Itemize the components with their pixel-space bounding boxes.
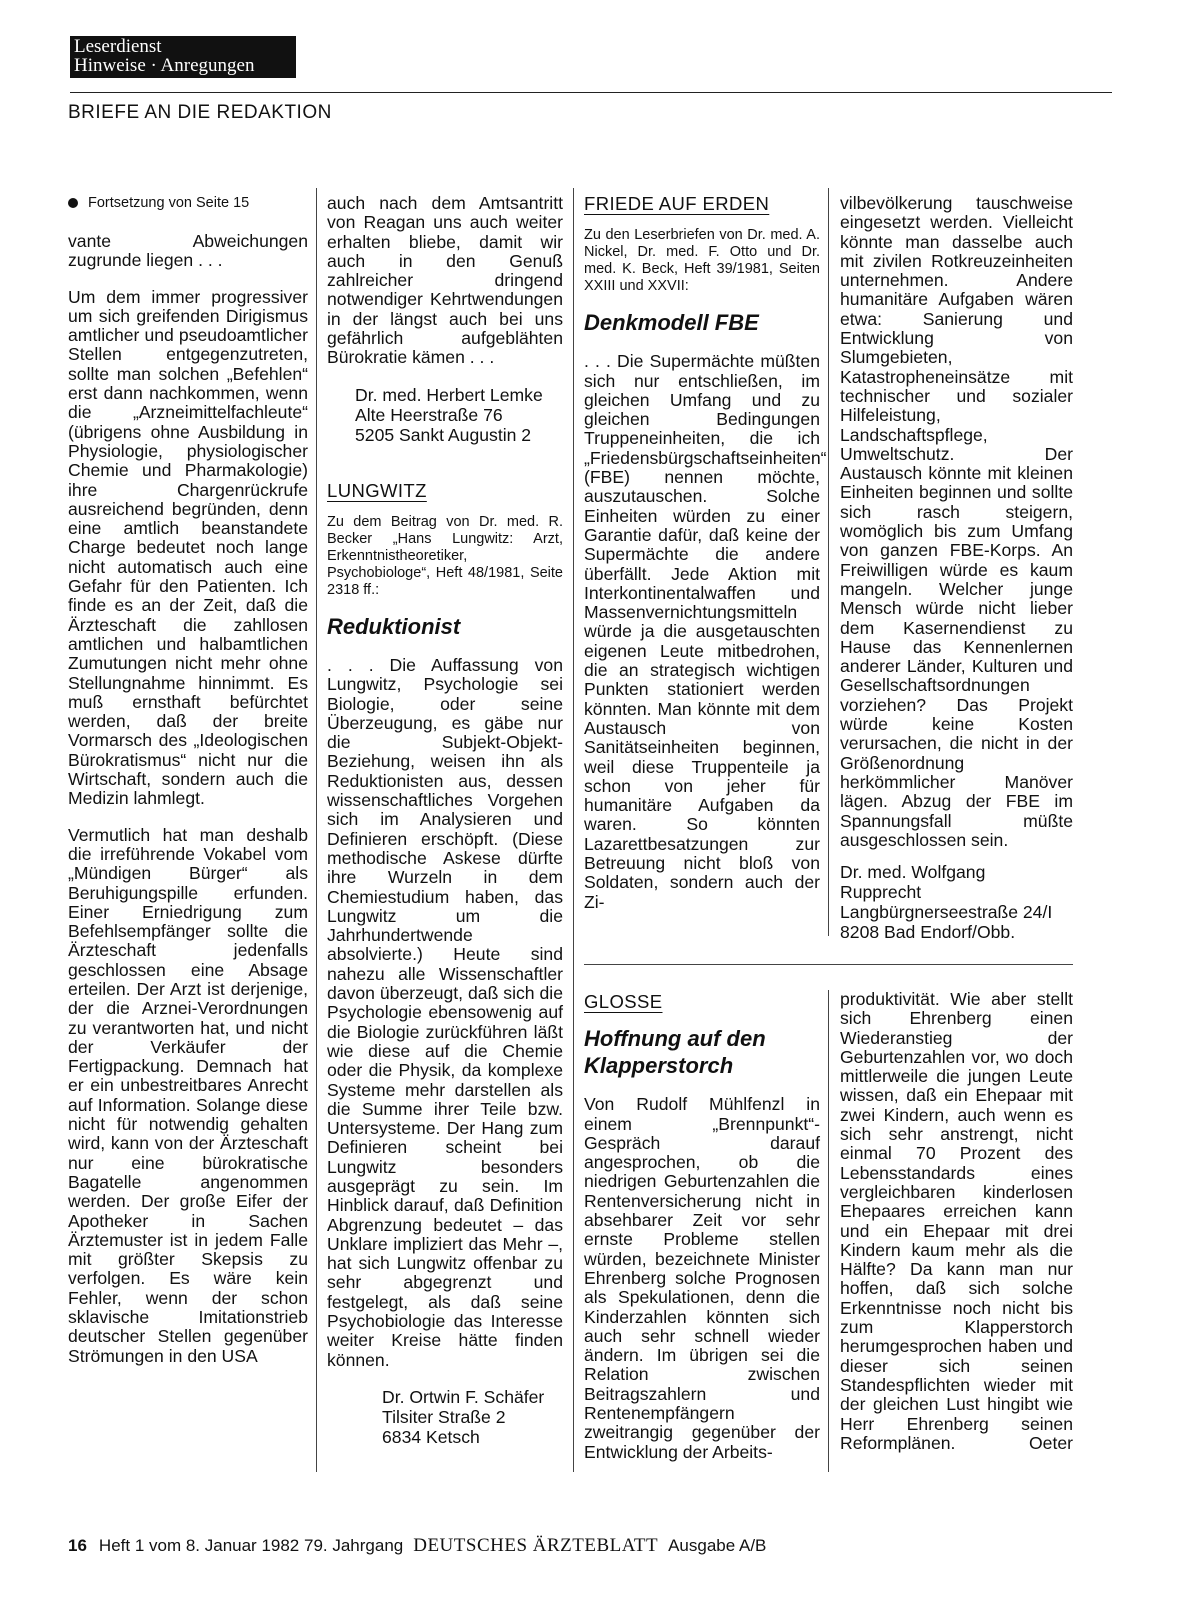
column-rule-4 [828,990,829,1472]
rubric-line-1: Leserdienst [74,36,162,57]
letter-text: . . . Die Supermächte müßten sich nur entschließen, im gleichen Umfang und zu gleichen Bedingungen Truppeneinheiten, die ich „Friedensbürgschaftseinheiten“ (FBE) nennen möchte, auszutauschen. Solche Einheiten würden zu einer Garantie dafür, daß keine der Supermächte die andere überfällt. Jede Aktion mit Interkontinentalwaffen und Massenvernichtungsmitteln würde ja die ausgetauschten eigenen Leute mitbedrohen, die an strategisch wichtigen Punkten stationiert werden könnten. Man könnte mit dem Austausch von Sanitätseinheiten beginnen, weil diese Truppenteile ja schon von jeher für humanitäre Aufgaben da waren. So könnten Lazarettbesatzungen zur Betreuung nicht bloß von Soldaten, sondern auch der Zi- [584,351,827,912]
glosse-author: Oeter [1028,1433,1073,1454]
column-1 [68,194,308,1366]
headline-klapperstorch: Hoffnung auf den Klapperstorch [584,1026,766,1079]
letter-text: Um dem immer progressiver um sich greifenden Dirigismus amtlicher und pseudoamtlicher Stellen entgegenzutreten, sollte man solchen „Befehlen“ erst dann nachkommen, wenn die „Arzneimittelfachleute“ (übrigens ohne Ausbildung in Physiologie, physiologischer Chemie und Pharmakologie) ihre Chargenrückrufe ausreichend begründen, denn eine amtlich beanstandete Charge bedeutet noch lange nicht automatisch auch eine Gefahr für den Patienten. Ich finde es an der Zeit, daß die Ärzteschaft die zahllosen amtlichen und halbamtlichen Zumutungen nicht mehr ohne Stellungnahme hinnimmt. Es muß ernsthaft befürchtet werden, daß der breite Vormarsch des „Ideologischen Bürokratismus“ nicht nur die Wirtschaft, sondern auch die Medizin lahmlegt. [68,286,308,809]
signature-line: Langbürgnerseestraße 24/I [840,902,1053,923]
page-footer [68,1535,766,1557]
section-title: BRIEFE AN DIE REDAKTION [68,102,332,123]
glosse-column-right [840,990,1073,1453]
headline-reduktionist: Reduktionist [327,613,461,639]
column-2 [327,194,563,1447]
letter-text: Vermutlich hat man deshalb die irreführende Vokabel vom „Mündigen Bürger“ als Beruhigungspille erfunden. Einer Erniedrigung zum Befehlsempfänger sollte die Ärzteschaft jedenfalls geschlossen eine Absage erteilen. Der Arzt ist derjenige, der die Arznei-Verordnungen zu verantworten hat, und nicht der Verkäufer der Fertigpackung. Demnach hat er ein unbestreitbares Anrecht auf Information. Solange diese nicht für notwendig gehalten wird, kann von der Ärzteschaft nur eine bürokratische Bagatelle angenommen werden. Der große Eifer der Apotheker in Sachen Ärztemuster ist in jedem Falle mit größter Skepsis zu verfolgen. Es wäre kein Fehler, wenn der schon sklavische Imitationstrieb deutscher Stellen gegenüber Strömungen in den USA [68,824,308,1366]
signature-line: Dr. med. Wolfgang [840,862,986,883]
rubric-glosse: GLOSSE [584,991,663,1012]
letter-text: auch nach dem Amtsantritt von Reagan uns auch weiter erhalten bliebe, damit wir auch in den Genuß zahlreicher dringend notwendiger Kehrtwendungen in der längst auch bei uns gefährlich aufgeblähten Bürokratie kämen . . . [327,193,563,368]
rubric-friede: FRIEDE AUF ERDEN [584,193,770,214]
column-4 [840,194,1073,942]
continuation-note: Fortsetzung von Seite 15 [68,194,308,212]
column-rule-3 [828,188,829,936]
rubric-line-2: Hinweise · Anregungen [74,55,255,76]
issue-info: Heft 1 vom 8. Januar 1982 79. Jahrgang [98,1536,404,1555]
signature-line: 5205 Sankt Augustin 2 [355,424,532,445]
signature-line: Tilsiter Straße 2 [382,1406,506,1427]
signature-line: Alte Heerstraße 76 [355,404,503,425]
signature-line: 6834 Ketsch [382,1426,480,1447]
glosse-text: produktivität. Wie aber stellt sich Ehrenberg einen Wiederanstieg der Geburtenzahlen vor, wo doch mittlerweile die jungen Leute wissen, daß ein Ehepaar mit zwei Kindern, auch wenn es sich sehr anstrengt, nicht einmal 70 Prozent des Lebensstandards eines vergleichbaren kinderlosen Ehepaares erreichen kann und ein Ehepaar mit drei Kindern kaum mehr als die Hälfte? Da kann man nur hoffen, daß sich solche Erkenntnisse noch nicht bis zum Klapperstorch herumgesprochen haben und dieser sich seinen Standespflichten wieder mit der gleichen Lust hingibt wie Herr Ehrenberg seinen Reformplänen. [840,989,1073,1453]
signature-lemke [327,385,563,445]
letter-text: vante Abweichungen zugrunde liegen . . . [68,231,308,271]
rubric-box [70,36,296,78]
rubric-lungwitz: LUNGWITZ [327,479,427,501]
signature-schaefer [327,1387,563,1447]
edition-info: Ausgabe A/B [668,1536,767,1555]
glosse-rule [584,964,1073,965]
journal-name: DEUTSCHES ÄRZTEBLATT [413,1535,659,1556]
intro-text: Zu den Leserbriefen von Dr. med. A. Nickel, Dr. med. F. Otto und Dr. med. K. Beck, Heft 39/1981, Seiten XXIII und XXVII: [584,227,820,295]
column-rule-2 [573,188,574,1472]
letter-text: vilbevölkerung tauschweise eingesetzt werden. Vielleicht könnte man dasselbe auch mit zivilen Rotkreuzeinheiten unternehmen. Andere humanitäre Aufgaben wären etwa: Sanierung und Entwicklung von Slumgebieten, Katastropheneinsätze mit technischer und sozialer Hilfeleistung, Landschaftspflege, Umweltschutz. Der Austausch könnte mit kleinen Einheiten beginnen und sollte sich rasch steigern, womöglich bis zum Umfang von ganzen FBE-Korps. An Freiwilligen würde es kaum mangeln. Welcher junge Mensch würde nicht lieber dem Kasernendienst zu Hause das Kennenlernen anderer Länder, Kulturen und Gesellschaftsordnungen vorziehen? Das Projekt würde keine Kosten verursachen, die nicht in der Größenordnung herkömmlicher Manöver lägen. Abzug der FBE im Spannungsfall müßte ausgeschlossen sein. [840,193,1073,850]
signature-line: 8208 Bad Endorf/Obb. [840,922,1016,943]
headline-denkmodell: Denkmodell FBE [584,310,759,336]
signature-line: Dr. Ortwin F. Schäfer [382,1386,545,1407]
glosse-column-left [584,992,820,1462]
glosse-text: Von Rudolf Mühlfenzl in einem „Brennpunkt“-Gespräch darauf angesprochen, ob die niedrigen Geburtenzahlen die Rentenversicherung nicht in absehbarer Zeit vor sehr ernste Probleme stellen würden, bezeichnete Minister Ehrenberg solche Prognosen als Spekulationen, denn die Kinderzahlen könnten sich auch sehr schnell wieder ändern. Im übrigen sei die Relation zwischen Beitragszahlern und Rentenempfängern zweitrangig gegenüber der Entwicklung der Arbeits- [584,1094,820,1462]
column-3 [584,193,827,912]
bullet-icon [68,198,78,208]
column-rule-1 [316,188,317,1472]
header-rule [70,92,1112,93]
intro-text: Zu dem Beitrag von Dr. med. R. Becker „Hans Lungwitz: Arzt, Erkenntnistheoretiker, Psychobiologe“, Heft 48/1981, Seite 2318 ff.: [327,513,563,598]
signature-line: Dr. med. Herbert Lemke [355,384,543,405]
signature-line: Rupprecht [840,882,922,903]
letter-text: . . . Die Auffassung von Lungwitz, Psychologie sei Biologie, oder seine Überzeugung, es gäbe nur die Subjekt-Objekt-Beziehung, weisen ihn als Reduktionisten aus, dessen wissenschaftliches Vorgehen sich im Analysieren und Definieren erschöpft. (Diese methodische Askese dürfte ihre Wurzeln in dem Chemiestudium haben, das Lungwitz um die Jahrhundertwende absolvierte.) Heute sind nahezu alle Wissenschaftler davon überzeugt, daß sich die Psychologie ebensowenig auf die Biologie zurückführen läßt wie diese auf die Chemie oder die Physik, da komplexe Systeme mehr darstellen als die Summe ihrer Teile bzw. Untersysteme. Der Hang zum Definieren scheint bei Lungwitz besonders ausgeprägt zu sein. Im Hinblick darauf, daß Definition Abgrenzung bedeutet – das Unklare impliziert das Mehr –, hat sich Lungwitz offenbar zu sehr abgegrenzt und festgelegt, als daß seine Psychobiologie das Interesse weiter Kreise hätte finden können. [327,654,563,1370]
page-number: 16 [68,1536,87,1555]
